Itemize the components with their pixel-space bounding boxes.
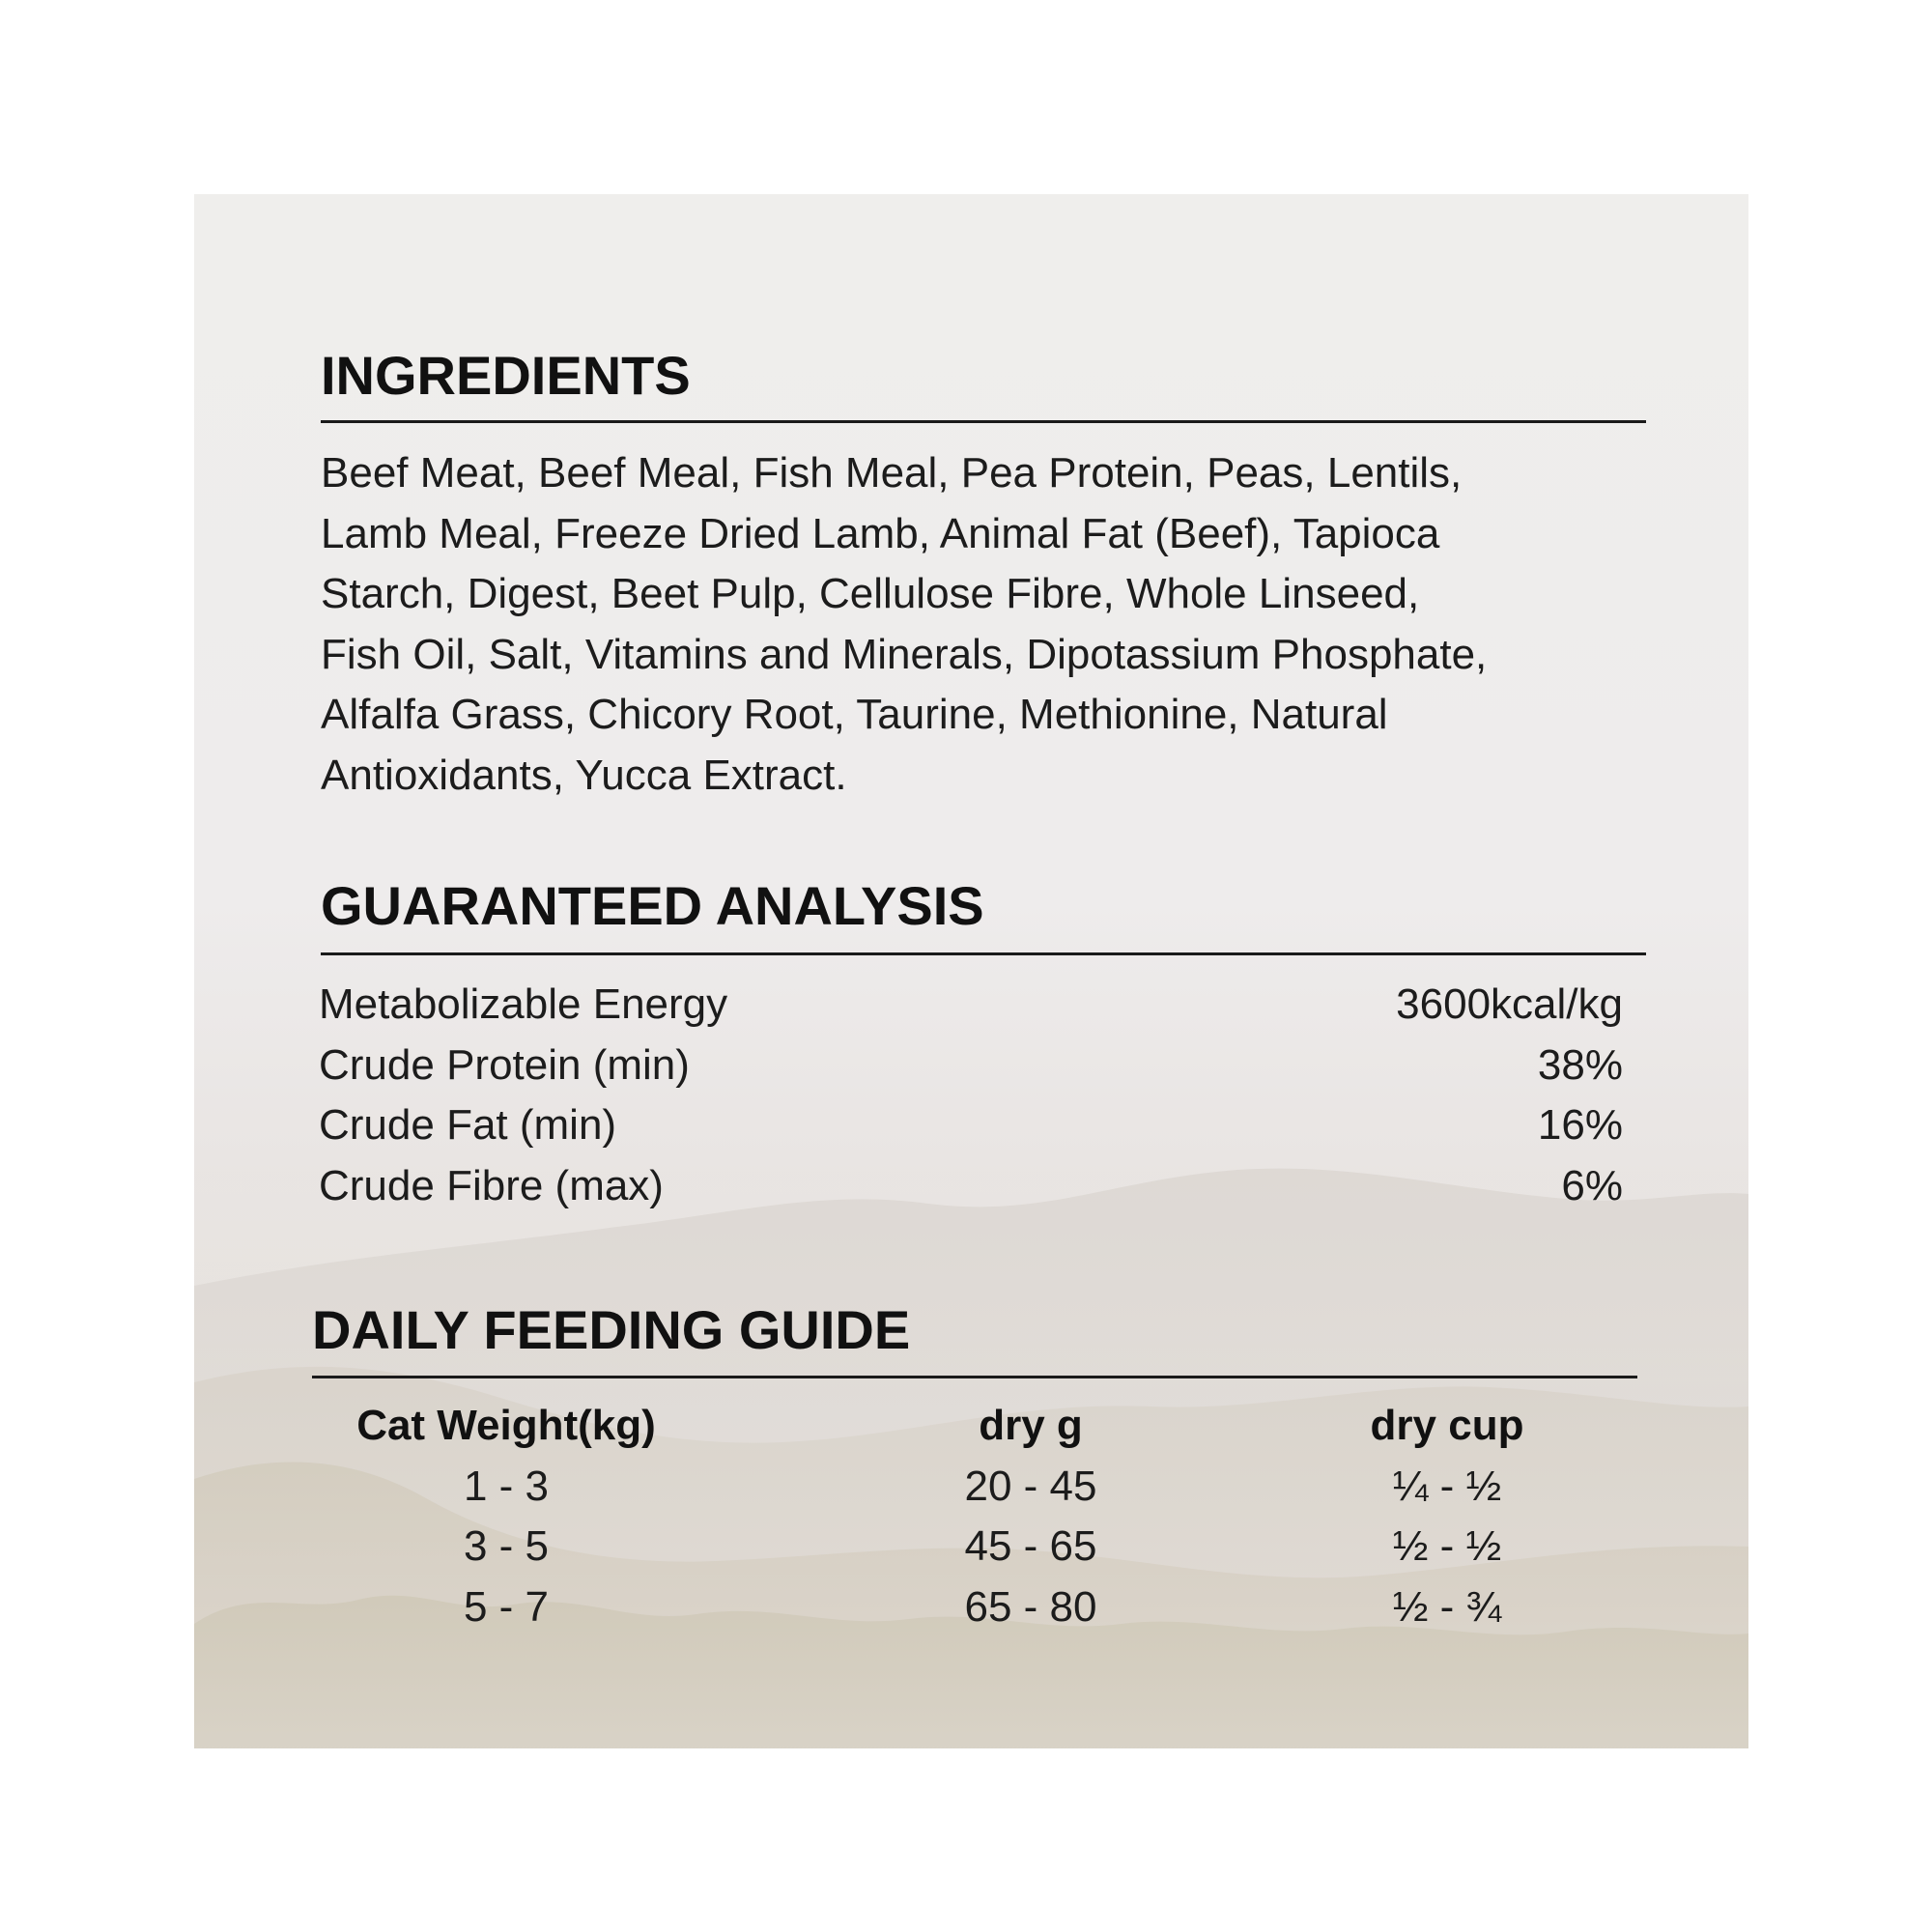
column-header-dry-g: dry g <box>979 1402 1083 1449</box>
ingredients-line: Lamb Meal, Freeze Dried Lamb, Animal Fat (Beef), Tapioca <box>321 509 1440 557</box>
analysis-row <box>319 1095 1623 1156</box>
analysis-row <box>319 1036 1623 1096</box>
cat-weight-cell: 5 - 7 <box>463 1582 550 1631</box>
dry-g-cell: 20 - 45 <box>964 1462 1097 1510</box>
column-header-dry-cup: dry cup <box>1370 1402 1524 1449</box>
analysis-label: Metabolizable Energy <box>319 980 728 1028</box>
analysis-label: Crude Fat (min) <box>319 1101 617 1149</box>
ingredients-divider <box>321 420 1646 423</box>
feeding-table <box>194 1396 1748 1637</box>
cat-weight-cell: 3 - 5 <box>463 1522 550 1570</box>
ingredients-line: Starch, Digest, Beet Pulp, Cellulose Fibre, Whole Linseed, <box>321 570 1420 617</box>
dry-g-cell: 65 - 80 <box>964 1582 1097 1631</box>
analysis-value: 6% <box>1561 1161 1623 1209</box>
ingredients-line: Alfalfa Grass, Chicory Root, Taurine, Methionine, Natural <box>321 691 1388 738</box>
analysis-row <box>319 1156 1623 1217</box>
analysis-row <box>319 975 1623 1036</box>
dry-cup-cell: ½ - ¾ <box>1392 1582 1502 1631</box>
guaranteed-analysis-heading: GUARANTEED ANALYSIS <box>321 875 984 936</box>
feeding-table-row <box>194 1577 1748 1638</box>
column-header-cat-weight: Cat Weight(kg) <box>356 1402 656 1449</box>
analysis-table <box>319 975 1623 1216</box>
nutrition-panel <box>194 194 1748 1748</box>
ingredients-line: Antioxidants, Yucca Extract. <box>321 751 847 799</box>
cat-weight-cell: 1 - 3 <box>463 1462 550 1510</box>
analysis-value: 3600kcal/kg <box>1396 980 1623 1028</box>
ingredients-line: Beef Meat, Beef Meal, Fish Meal, Pea Protein, Peas, Lentils, <box>321 449 1463 497</box>
dry-cup-cell: ¼ - ½ <box>1392 1462 1502 1510</box>
daily-feeding-guide-heading: DAILY FEEDING GUIDE <box>312 1299 911 1360</box>
feeding-table-header <box>194 1396 1748 1457</box>
analysis-value: 16% <box>1537 1101 1623 1149</box>
dry-g-cell: 45 - 65 <box>964 1522 1097 1570</box>
dry-cup-cell: ½ - ½ <box>1392 1522 1502 1570</box>
analysis-value: 38% <box>1537 1040 1623 1089</box>
ingredients-list <box>321 443 1673 806</box>
feeding-table-row <box>194 1517 1748 1577</box>
analysis-label: Crude Fibre (max) <box>319 1161 664 1209</box>
panel-content <box>194 194 1748 1748</box>
feeding-table-row <box>194 1457 1748 1518</box>
ingredients-line: Fish Oil, Salt, Vitamins and Minerals, Dipotassium Phosphate, <box>321 630 1488 678</box>
ingredients-heading: INGREDIENTS <box>321 345 691 406</box>
analysis-label: Crude Protein (min) <box>319 1040 690 1089</box>
analysis-divider <box>321 952 1646 955</box>
feeding-divider <box>312 1376 1637 1378</box>
